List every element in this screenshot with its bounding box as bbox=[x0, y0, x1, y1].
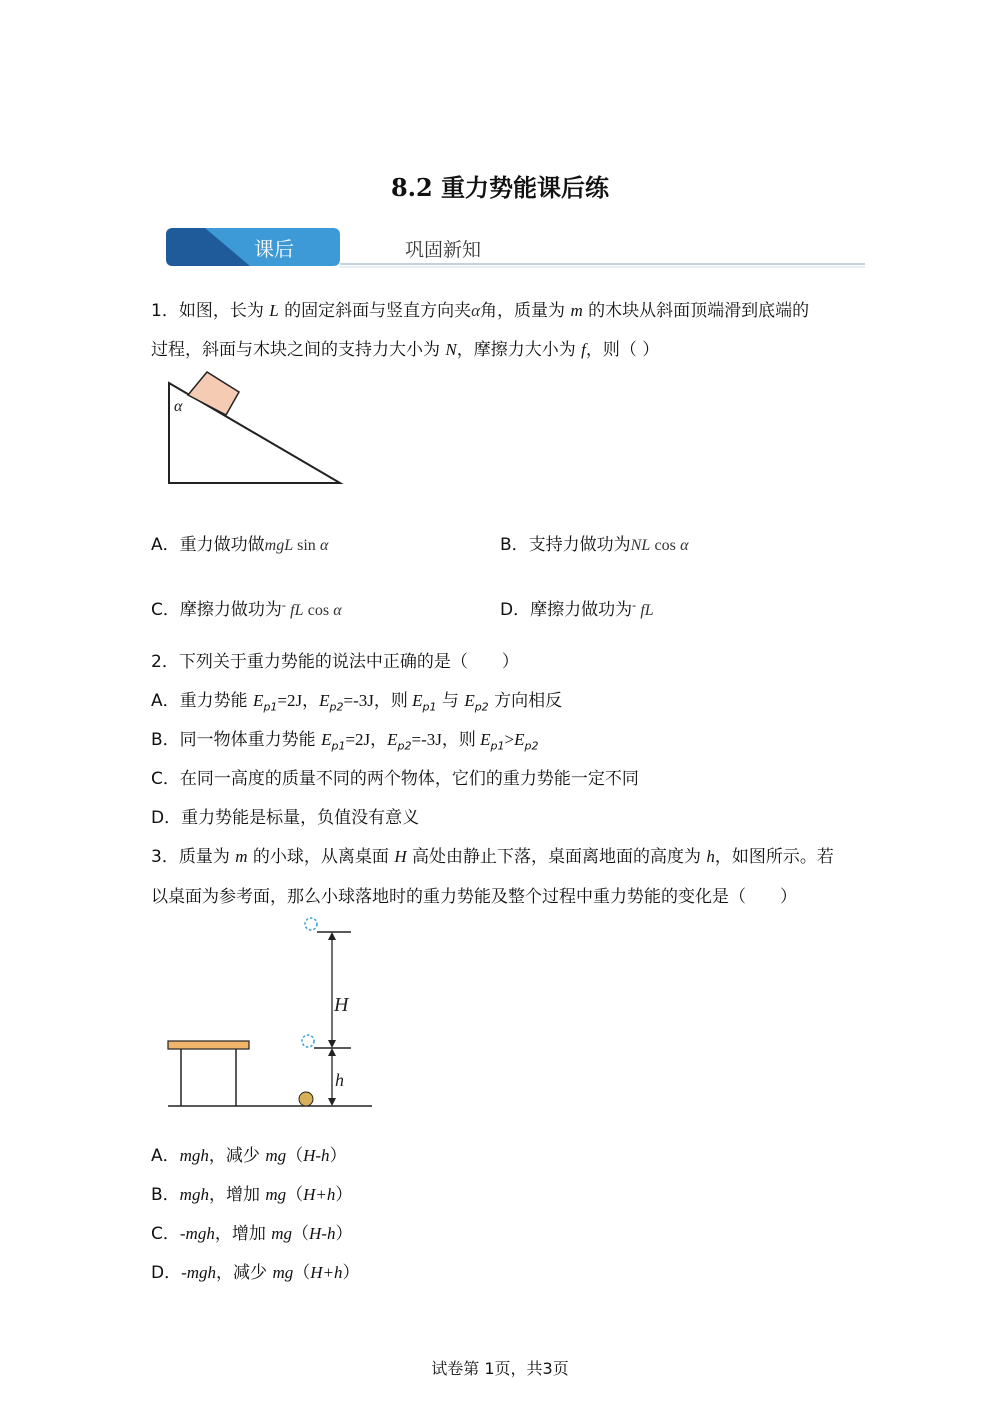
ball-start-position bbox=[305, 918, 317, 930]
page-footer: 试卷第 1页，共3页 bbox=[431, 1359, 569, 1378]
banner-label: 课后 bbox=[254, 237, 294, 261]
q2-stem: 2．下列关于重力势能的说法中正确的是（ ） bbox=[151, 652, 519, 672]
sliding-block bbox=[188, 372, 239, 415]
page-title: 8.2 重力势能课后练 bbox=[390, 173, 610, 202]
q3-stem-line1: 3．质量为 m 的小球，从离桌面 H 高处由静止下落，桌面离地面的高度为 h，如图所示。若 bbox=[151, 847, 834, 867]
H-label: H bbox=[334, 994, 349, 1016]
q3-option-d[interactable]: D．-mgh，减少 mg（H+h） bbox=[151, 1263, 360, 1283]
q1-option-b[interactable]: B．支持力做功为NL cos α bbox=[500, 535, 689, 555]
q1-stem-line2: 过程，斜面与木块之间的支持力大小为 N，摩擦力大小为 f，则（ ） bbox=[151, 340, 660, 360]
h-label: h bbox=[335, 1070, 344, 1090]
q1-incline-figure bbox=[160, 365, 350, 490]
q3-option-c[interactable]: C．-mgh，增加 mg（H-h） bbox=[151, 1224, 353, 1244]
q3-option-a[interactable]: A．mgh，减少 mg（H-h） bbox=[151, 1146, 347, 1166]
q2-option-d[interactable]: D．重力势能是标量，负值没有意义 bbox=[151, 808, 420, 828]
q3-stem-line2: 以桌面为参考面，那么小球落地时的重力势能及整个过程中重力势能的变化是（ ） bbox=[151, 887, 797, 907]
ball-on-ground bbox=[299, 1092, 313, 1106]
q1-option-a[interactable]: A．重力做功做mgL sin α bbox=[151, 535, 329, 555]
q3-option-b[interactable]: B．mgh，增加 mg（H+h） bbox=[151, 1185, 353, 1205]
table-top bbox=[168, 1041, 249, 1049]
alpha-label: α bbox=[174, 398, 183, 415]
q1-option-c[interactable]: C．摩擦力做功为- fL cos α bbox=[151, 598, 342, 620]
q1-option-d[interactable]: D．摩擦力做功为- fL bbox=[500, 598, 654, 620]
q2-option-a[interactable]: A．重力势能 $E_{p1}=2J$，$E_{p2}=-3J$，则 $E_{p1}$ 与 $E_{p2}$ 方向相反 bbox=[151, 691, 563, 714]
ball-table-height-position bbox=[302, 1035, 314, 1047]
q2-option-b[interactable]: B．同一物体重力势能 $E_{p1}=2J$，$E_{p2}=-3J$，则 $E_{p1}>E_{p2}$ bbox=[151, 730, 539, 753]
q3-table-figure bbox=[160, 910, 380, 1115]
q2-option-c[interactable]: C．在同一高度的质量不同的两个物体，它们的重力势能一定不同 bbox=[151, 769, 639, 789]
q1-stem-line1: 1．如图，长为 L 的固定斜面与竖直方向夹α角，质量为 m 的木块从斜面顶端滑到底端的 bbox=[151, 301, 810, 321]
banner-subtitle: 巩固新知 bbox=[405, 239, 482, 261]
